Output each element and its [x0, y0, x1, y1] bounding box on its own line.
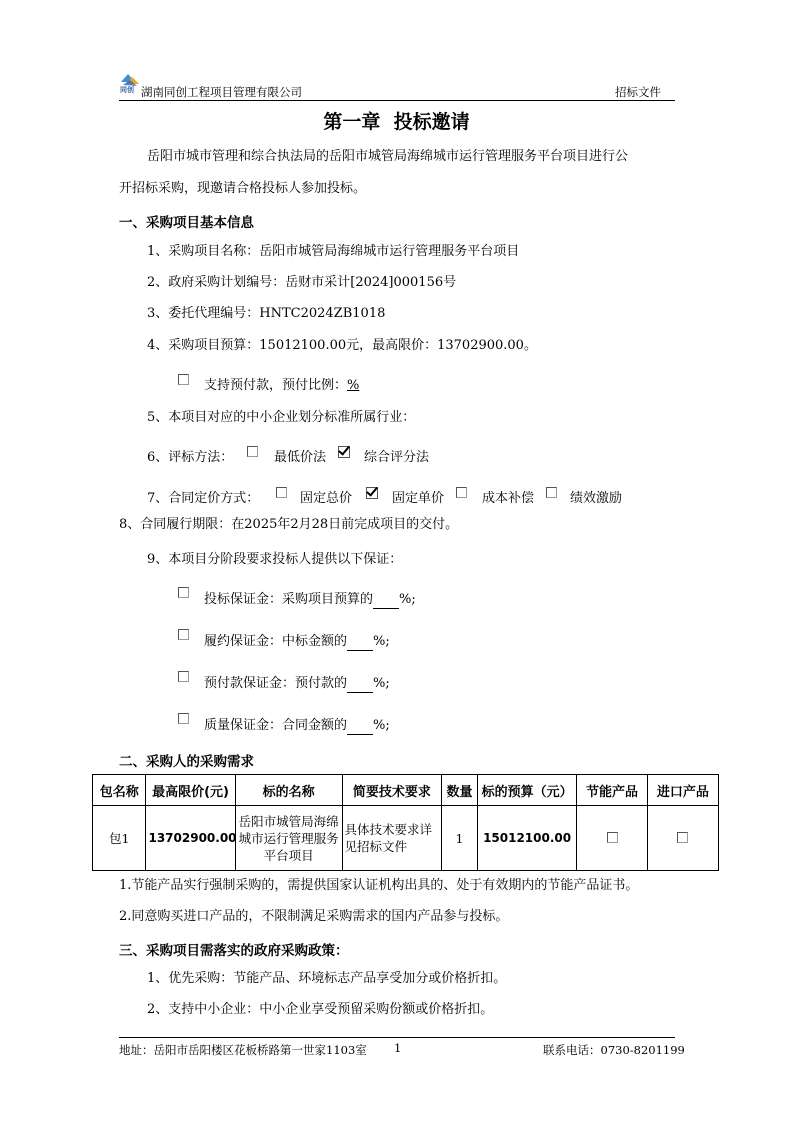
- quality-bond-label: 质量保证金：合同金额的: [204, 718, 348, 733]
- quality-bond-text: [204, 717, 390, 735]
- logo-text: 同创: [120, 86, 134, 94]
- intro-line-1: 岳阳市城市管理和综合执法局的岳阳市城管局海绵城市运行管理服务平台项目进行公: [147, 149, 629, 164]
- max-price-cell: 13702900.00: [146, 806, 235, 871]
- requirements-table: [92, 774, 719, 871]
- column-header: 简要技术要求: [342, 775, 442, 806]
- project-budget: 4、采购项目预算：15012100.00元，最高限价：13702900.00。: [147, 338, 537, 353]
- column-header: 节能产品: [577, 775, 647, 806]
- item-name-cell: 岳阳市城管局海绵城市运行管理服务平台项目: [235, 806, 342, 871]
- performance-incentive-label: 绩效激励: [570, 491, 623, 506]
- quantity-cell: 1: [442, 806, 478, 871]
- quality-bond-blank[interactable]: [347, 721, 373, 735]
- evaluation-method-label: 6、评标方法：: [147, 450, 234, 465]
- imported-product-cell: [647, 806, 718, 871]
- intro-line-2: 开招标采购，现邀请合格投标人参加投标。: [119, 181, 367, 196]
- cost-compensation-label: 成本补偿: [482, 491, 535, 506]
- cost-compensation-checkbox[interactable]: [456, 487, 467, 498]
- prepayment-bond-blank[interactable]: [347, 679, 373, 693]
- page-number: 1: [394, 1041, 402, 1055]
- prepayment-bond-checkbox[interactable]: [178, 671, 189, 682]
- prepayment-bond-label: 预付款保证金：预付款的: [204, 676, 348, 691]
- performance-period: 8、合同履行期限：在2025年2月28日前完成项目的交付。: [119, 517, 459, 532]
- column-header: 进口产品: [647, 775, 718, 806]
- table-header-row: [93, 775, 719, 806]
- policy-sme: 2、支持中小企业：中小企业享受预留采购份额或价格折扣。: [147, 1002, 494, 1017]
- chapter-title: 第一章 投标邀请: [323, 111, 470, 133]
- prepay-text: 支持预付款，预付比例：: [204, 378, 348, 393]
- budget-cell: 15012100.00: [477, 806, 577, 871]
- prepay-label: [204, 377, 359, 395]
- section-2-heading: 二、采购人的采购需求: [119, 754, 254, 770]
- comprehensive-score-label: 综合评分法: [364, 450, 430, 465]
- guarantee-intro: 9、本项目分阶段要求投标人提供以下保证：: [147, 552, 403, 567]
- column-header: 标的名称: [235, 775, 342, 806]
- package-cell: 包1: [93, 806, 146, 871]
- pricing-method-label: 7、合同定价方式：: [147, 491, 260, 506]
- comprehensive-score-checkbox[interactable]: [338, 446, 350, 458]
- column-header: 标的预算（元）: [477, 775, 577, 806]
- fixed-unit-label: 固定单价: [392, 491, 445, 506]
- industry-standard: 5、本项目对应的中小企业划分标准所属行业：: [147, 410, 416, 425]
- bid-bond-label: 投标保证金：采购项目预算的: [204, 592, 374, 607]
- fixed-total-checkbox[interactable]: [276, 487, 287, 498]
- lowest-price-checkbox[interactable]: [247, 446, 258, 457]
- section-3-heading: 三、采购项目需落实的政府采购政策：: [119, 943, 349, 959]
- prepay-checkbox[interactable]: [178, 374, 189, 385]
- column-header: 包名称: [93, 775, 146, 806]
- bid-bond-text: [204, 591, 416, 609]
- bid-bond-blank[interactable]: [373, 595, 399, 609]
- imported-product-checkbox[interactable]: [677, 832, 688, 843]
- column-header: 最高限价(元): [146, 775, 235, 806]
- bid-bond-pct: %;: [399, 592, 416, 607]
- note-energy-saving: 1.节能产品实行强制采购的，需提供国家认证机构出具的、处于有效期内的节能产品证书。: [119, 878, 639, 893]
- company-logo: [119, 72, 141, 96]
- performance-bond-pct: %;: [373, 634, 390, 649]
- footer-phone: 联系电话：0730-8201199: [543, 1043, 685, 1057]
- quality-bond-checkbox[interactable]: [178, 713, 189, 724]
- performance-bond-label: 履约保证金：中标金额的: [204, 634, 348, 649]
- column-header: 数量: [442, 775, 478, 806]
- table-row: [93, 806, 719, 871]
- policy-priority: 1、优先采购：节能产品、环境标志产品享受加分或价格折扣。: [147, 971, 507, 986]
- performance-bond-blank[interactable]: [347, 637, 373, 651]
- performance-bond-text: [204, 633, 390, 651]
- document-type: 招标文件: [615, 85, 661, 99]
- prepayment-bond-text: [204, 675, 390, 693]
- section-1-heading: 一、采购项目基本信息: [119, 215, 254, 231]
- performance-incentive-checkbox[interactable]: [546, 487, 557, 498]
- fixed-total-label: 固定总价: [300, 491, 353, 506]
- fixed-unit-checkbox[interactable]: [366, 487, 378, 499]
- prepayment-bond-pct: %;: [373, 676, 390, 691]
- quality-bond-pct: %;: [373, 718, 390, 733]
- energy-saving-cell: [577, 806, 647, 871]
- prepay-unit: %: [347, 378, 360, 393]
- agency-number: 3、委托代理编号：HNTC2024ZB1018: [147, 306, 386, 321]
- footer-address: 地址：岳阳市岳阳楼区花板桥路第一世家1103室: [119, 1043, 367, 1057]
- tech-requirement-cell: 具体技术要求详见招标文件: [342, 806, 442, 871]
- company-name: 湖南同创工程项目管理有限公司: [141, 85, 302, 99]
- footer-rule: [119, 1037, 675, 1038]
- bid-bond-checkbox[interactable]: [178, 587, 189, 598]
- performance-bond-checkbox[interactable]: [178, 629, 189, 640]
- project-name: 1、采购项目名称：岳阳市城管局海绵城市运行管理服务平台项目: [147, 244, 520, 259]
- energy-saving-checkbox[interactable]: [607, 832, 618, 843]
- note-imported: 2.同意购买进口产品的，不限制满足采购需求的国内产品参与投标。: [119, 909, 509, 924]
- lowest-price-label: 最低价法: [274, 450, 327, 465]
- plan-number: 2、政府采购计划编号：岳财市采计[2024]000156号: [147, 275, 457, 290]
- header-rule: [119, 100, 675, 101]
